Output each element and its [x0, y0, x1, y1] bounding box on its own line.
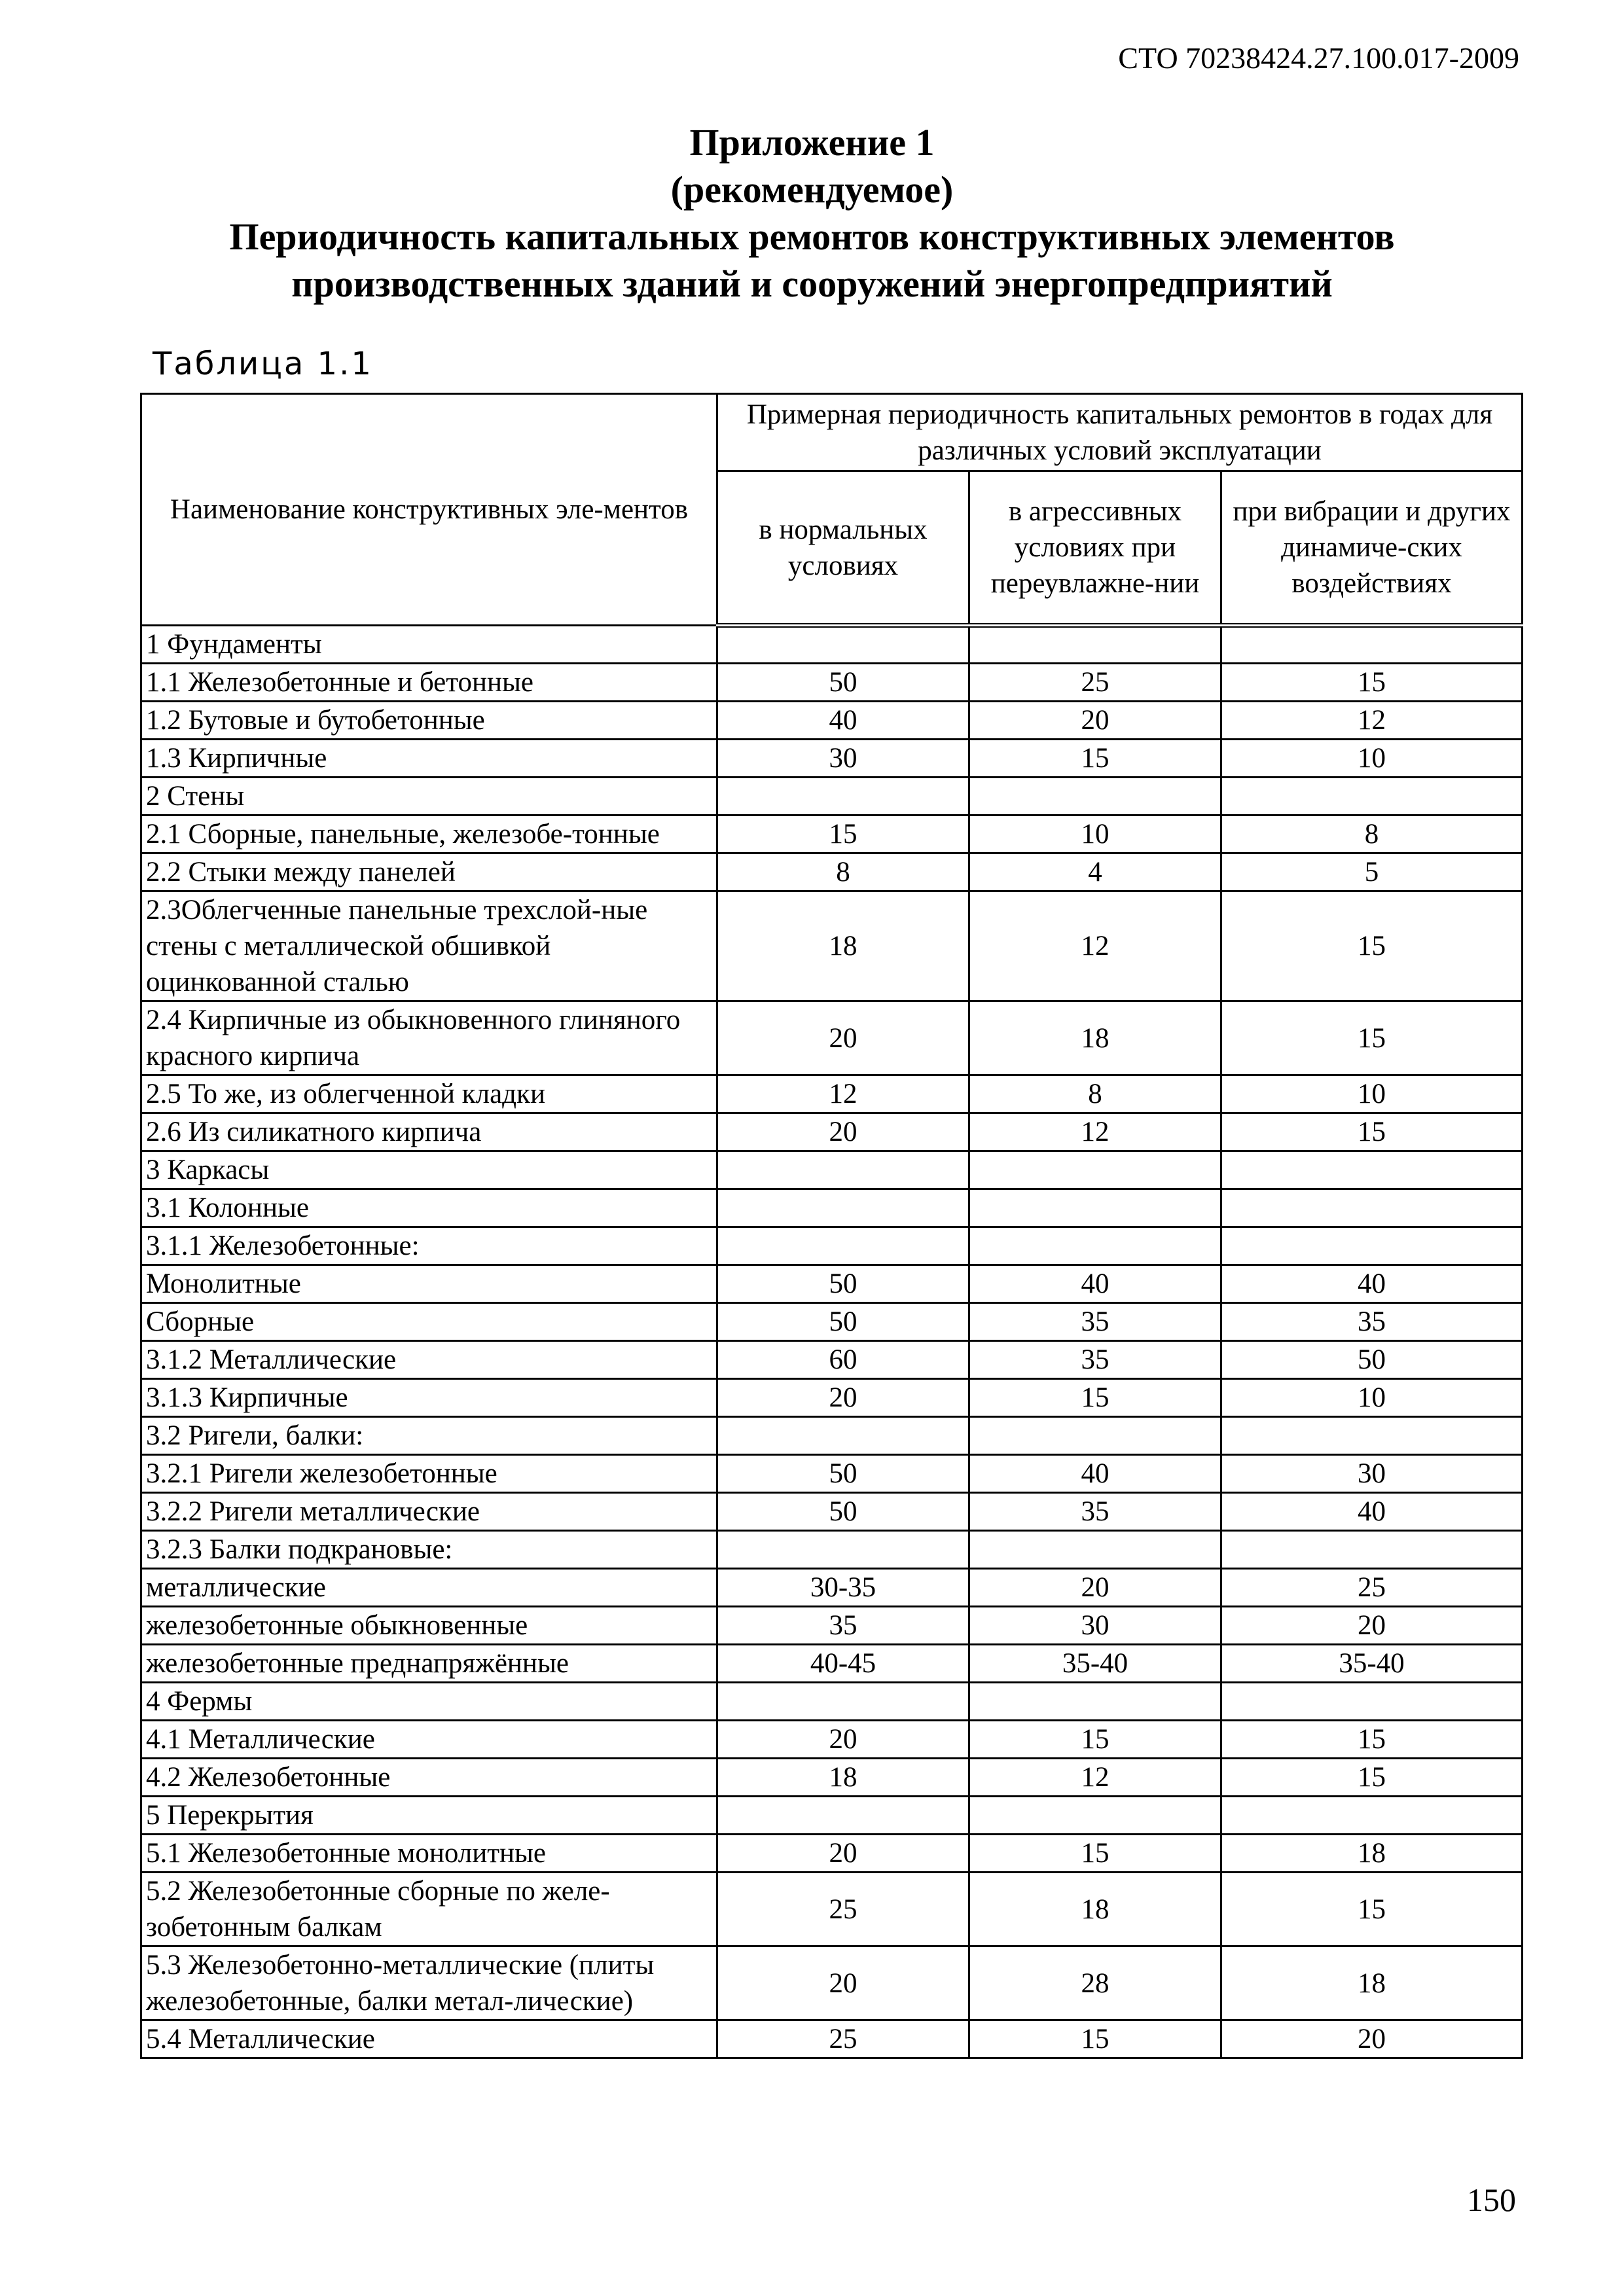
- cell-normal-years: [717, 1797, 969, 1835]
- cell-normal-years: [717, 1417, 969, 1455]
- cell-vibration-years: 10: [1221, 1075, 1523, 1113]
- cell-vibration-years: [1221, 1227, 1523, 1265]
- cell-aggressive-years: 12: [969, 891, 1221, 1001]
- table-row: [141, 1303, 1523, 1341]
- cell-aggressive-years: 25: [969, 664, 1221, 702]
- cell-element-name: 5.1 Железобетонные монолитные: [141, 1835, 717, 1873]
- table-row: [141, 853, 1523, 891]
- cell-vibration-years: 15: [1221, 1873, 1523, 1946]
- cell-normal-years: 20: [717, 1946, 969, 2020]
- cell-vibration-years: [1221, 1189, 1523, 1227]
- table-row: [141, 2020, 1523, 2058]
- cell-vibration-years: [1221, 778, 1523, 816]
- cell-normal-years: 18: [717, 1759, 969, 1797]
- cell-aggressive-years: [969, 626, 1221, 664]
- cell-normal-years: 50: [717, 1303, 969, 1341]
- cell-aggressive-years: 15: [969, 740, 1221, 778]
- cell-aggressive-years: [969, 778, 1221, 816]
- cell-normal-years: 25: [717, 2020, 969, 2058]
- cell-vibration-years: 8: [1221, 816, 1523, 853]
- cell-element-name: 3.1.2 Металлические: [141, 1341, 717, 1379]
- cell-element-name: 4 Фермы: [141, 1683, 717, 1721]
- table-row: [141, 891, 1523, 1001]
- cell-normal-years: 20: [717, 1379, 969, 1417]
- document-code: СТО 70238424.27.100.017-2009: [1118, 41, 1519, 75]
- header-aggressive-conditions: в агрессивных условиях при переувлажне-нии: [969, 471, 1221, 626]
- cell-aggressive-years: [969, 1151, 1221, 1189]
- appendix-title-line-2: (рекомендуемое): [670, 168, 954, 211]
- table-row: [141, 1946, 1523, 2020]
- cell-normal-years: 60: [717, 1341, 969, 1379]
- table-row: [141, 1645, 1523, 1683]
- cell-normal-years: [717, 1531, 969, 1569]
- repair-periodicity-table: [140, 393, 1523, 2059]
- table-row: [141, 1227, 1523, 1265]
- cell-aggressive-years: 15: [969, 1379, 1221, 1417]
- cell-normal-years: [717, 1189, 969, 1227]
- table-row: [141, 1835, 1523, 1873]
- cell-vibration-years: [1221, 1531, 1523, 1569]
- cell-vibration-years: 10: [1221, 740, 1523, 778]
- cell-normal-years: 30-35: [717, 1569, 969, 1607]
- table-row: [141, 1607, 1523, 1645]
- cell-element-name: 3.1.3 Кирпичные: [141, 1379, 717, 1417]
- cell-vibration-years: [1221, 626, 1523, 664]
- cell-normal-years: [717, 1227, 969, 1265]
- cell-element-name: 3.2 Ригели, балки:: [141, 1417, 717, 1455]
- cell-vibration-years: 15: [1221, 664, 1523, 702]
- cell-normal-years: [717, 1683, 969, 1721]
- cell-element-name: 2 Стены: [141, 778, 717, 816]
- cell-aggressive-years: 12: [969, 1759, 1221, 1797]
- cell-aggressive-years: [969, 1189, 1221, 1227]
- cell-aggressive-years: 8: [969, 1075, 1221, 1113]
- cell-aggressive-years: 20: [969, 702, 1221, 740]
- cell-aggressive-years: 15: [969, 1721, 1221, 1759]
- cell-aggressive-years: [969, 1531, 1221, 1569]
- table-row: [141, 1265, 1523, 1303]
- cell-aggressive-years: 15: [969, 2020, 1221, 2058]
- cell-element-name: 3.1 Колонные: [141, 1189, 717, 1227]
- cell-vibration-years: 15: [1221, 1113, 1523, 1151]
- cell-normal-years: 35: [717, 1607, 969, 1645]
- cell-vibration-years: 25: [1221, 1569, 1523, 1607]
- cell-vibration-years: 18: [1221, 1835, 1523, 1873]
- table-row: [141, 1379, 1523, 1417]
- cell-vibration-years: 20: [1221, 2020, 1523, 2058]
- cell-element-name: металлические: [141, 1569, 717, 1607]
- appendix-title-line-3: Периодичность капитальных ремонтов конструктивных элементов: [229, 215, 1395, 258]
- cell-element-name: 3 Каркасы: [141, 1151, 717, 1189]
- cell-element-name: 4.1 Металлические: [141, 1721, 717, 1759]
- cell-element-name: железобетонные обыкновенные: [141, 1607, 717, 1645]
- cell-element-name: 2.2 Стыки между панелей: [141, 853, 717, 891]
- cell-aggressive-years: 12: [969, 1113, 1221, 1151]
- header-element-name: Наименование конструктивных эле-ментов: [141, 394, 717, 626]
- table-row: [141, 1759, 1523, 1797]
- cell-aggressive-years: 10: [969, 816, 1221, 853]
- cell-vibration-years: 5: [1221, 853, 1523, 891]
- cell-normal-years: 8: [717, 853, 969, 891]
- table-row: [141, 1075, 1523, 1113]
- cell-element-name: 5.3 Железобетонно-металлические (плиты железобетонные, балки метал-лические): [141, 1946, 717, 2020]
- cell-normal-years: 50: [717, 1455, 969, 1493]
- cell-vibration-years: [1221, 1683, 1523, 1721]
- cell-normal-years: 40-45: [717, 1645, 969, 1683]
- cell-aggressive-years: 18: [969, 1001, 1221, 1075]
- cell-element-name: Сборные: [141, 1303, 717, 1341]
- cell-aggressive-years: 18: [969, 1873, 1221, 1946]
- cell-vibration-years: 20: [1221, 1607, 1523, 1645]
- cell-vibration-years: 15: [1221, 891, 1523, 1001]
- cell-aggressive-years: 35: [969, 1303, 1221, 1341]
- cell-vibration-years: 15: [1221, 1759, 1523, 1797]
- table-row: [141, 740, 1523, 778]
- cell-element-name: железобетонные преднапряжённые: [141, 1645, 717, 1683]
- table-caption: Таблица 1.1: [153, 346, 373, 382]
- cell-vibration-years: 35-40: [1221, 1645, 1523, 1683]
- cell-normal-years: 50: [717, 1493, 969, 1531]
- appendix-title-line-1: Приложение 1: [689, 121, 935, 164]
- table-row: [141, 1417, 1523, 1455]
- table-row: [141, 1683, 1523, 1721]
- page-number: 150: [1467, 2181, 1516, 2218]
- cell-aggressive-years: 40: [969, 1265, 1221, 1303]
- table-row: [141, 1493, 1523, 1531]
- cell-element-name: 1.2 Бутовые и бутобетонные: [141, 702, 717, 740]
- cell-element-name: 1.1 Железобетонные и бетонные: [141, 664, 717, 702]
- cell-element-name: 5.2 Железобетонные сборные по желе-зобетонным балкам: [141, 1873, 717, 1946]
- table-row: [141, 1341, 1523, 1379]
- cell-normal-years: 15: [717, 816, 969, 853]
- table-row: [141, 1151, 1523, 1189]
- cell-element-name: 3.1.1 Железобетонные:: [141, 1227, 717, 1265]
- table-row: [141, 778, 1523, 816]
- cell-aggressive-years: [969, 1227, 1221, 1265]
- table-row: [141, 1873, 1523, 1946]
- cell-aggressive-years: 20: [969, 1569, 1221, 1607]
- header-normal-conditions: в нормальных условиях: [717, 471, 969, 626]
- cell-element-name: 2.6 Из силикатного кирпича: [141, 1113, 717, 1151]
- cell-aggressive-years: 40: [969, 1455, 1221, 1493]
- cell-vibration-years: 12: [1221, 702, 1523, 740]
- cell-vibration-years: 18: [1221, 1946, 1523, 2020]
- cell-normal-years: 18: [717, 891, 969, 1001]
- cell-element-name: 2.4 Кирпичные из обыкновенного глиняного красного кирпича: [141, 1001, 717, 1075]
- table-row: [141, 1531, 1523, 1569]
- appendix-title-line-4: производственных зданий и сооружений энергопредприятий: [291, 262, 1333, 305]
- cell-element-name: 1.3 Кирпичные: [141, 740, 717, 778]
- cell-element-name: 3.2.1 Ригели железобетонные: [141, 1455, 717, 1493]
- cell-element-name: Монолитные: [141, 1265, 717, 1303]
- cell-aggressive-years: [969, 1797, 1221, 1835]
- cell-vibration-years: [1221, 1417, 1523, 1455]
- table-row: [141, 1721, 1523, 1759]
- cell-normal-years: [717, 626, 969, 664]
- cell-aggressive-years: 35: [969, 1341, 1221, 1379]
- cell-aggressive-years: 30: [969, 1607, 1221, 1645]
- cell-normal-years: 50: [717, 664, 969, 702]
- appendix-title: [0, 119, 1624, 308]
- header-periodicity-group: Примерная периодичность капитальных ремонтов в годах для различных условий эксплуатации: [717, 394, 1523, 471]
- cell-vibration-years: 15: [1221, 1721, 1523, 1759]
- table-row: [141, 1797, 1523, 1835]
- cell-aggressive-years: 4: [969, 853, 1221, 891]
- cell-normal-years: 20: [717, 1113, 969, 1151]
- table-row: [141, 816, 1523, 853]
- cell-vibration-years: 15: [1221, 1001, 1523, 1075]
- cell-aggressive-years: 35: [969, 1493, 1221, 1531]
- table-row: [141, 664, 1523, 702]
- cell-vibration-years: 50: [1221, 1341, 1523, 1379]
- cell-vibration-years: 35: [1221, 1303, 1523, 1341]
- cell-vibration-years: 40: [1221, 1493, 1523, 1531]
- table-row: [141, 1455, 1523, 1493]
- cell-aggressive-years: 28: [969, 1946, 1221, 2020]
- table-row: [141, 1001, 1523, 1075]
- table-row: [141, 1569, 1523, 1607]
- cell-aggressive-years: [969, 1417, 1221, 1455]
- table-row: [141, 626, 1523, 664]
- cell-aggressive-years: 15: [969, 1835, 1221, 1873]
- cell-aggressive-years: 35-40: [969, 1645, 1221, 1683]
- cell-normal-years: 40: [717, 702, 969, 740]
- cell-vibration-years: 10: [1221, 1379, 1523, 1417]
- cell-normal-years: [717, 1151, 969, 1189]
- cell-element-name: 2.1 Сборные, панельные, железобе-тонные: [141, 816, 717, 853]
- table-row: [141, 1113, 1523, 1151]
- header-vibration-conditions: при вибрации и других динамиче-ских воздействиях: [1221, 471, 1523, 626]
- cell-element-name: 1 Фундаменты: [141, 626, 717, 664]
- table-row: [141, 702, 1523, 740]
- cell-aggressive-years: [969, 1683, 1221, 1721]
- cell-normal-years: 12: [717, 1075, 969, 1113]
- cell-normal-years: 20: [717, 1721, 969, 1759]
- cell-vibration-years: [1221, 1151, 1523, 1189]
- cell-vibration-years: [1221, 1797, 1523, 1835]
- cell-normal-years: 50: [717, 1265, 969, 1303]
- cell-vibration-years: 30: [1221, 1455, 1523, 1493]
- cell-element-name: 2.3Облегченные панельные трехслой-ные стены с металлической обшивкой оцинкованной сталью: [141, 891, 717, 1001]
- cell-normal-years: 30: [717, 740, 969, 778]
- table-row: [141, 1189, 1523, 1227]
- cell-element-name: 5 Перекрытия: [141, 1797, 717, 1835]
- cell-element-name: 3.2.2 Ригели металлические: [141, 1493, 717, 1531]
- cell-normal-years: 20: [717, 1001, 969, 1075]
- cell-vibration-years: 40: [1221, 1265, 1523, 1303]
- cell-normal-years: 20: [717, 1835, 969, 1873]
- cell-element-name: 5.4 Металлические: [141, 2020, 717, 2058]
- cell-element-name: 3.2.3 Балки подкрановые:: [141, 1531, 717, 1569]
- cell-normal-years: 25: [717, 1873, 969, 1946]
- cell-element-name: 2.5 То же, из облегченной кладки: [141, 1075, 717, 1113]
- table-body: [141, 626, 1523, 2058]
- cell-element-name: 4.2 Железобетонные: [141, 1759, 717, 1797]
- cell-normal-years: [717, 778, 969, 816]
